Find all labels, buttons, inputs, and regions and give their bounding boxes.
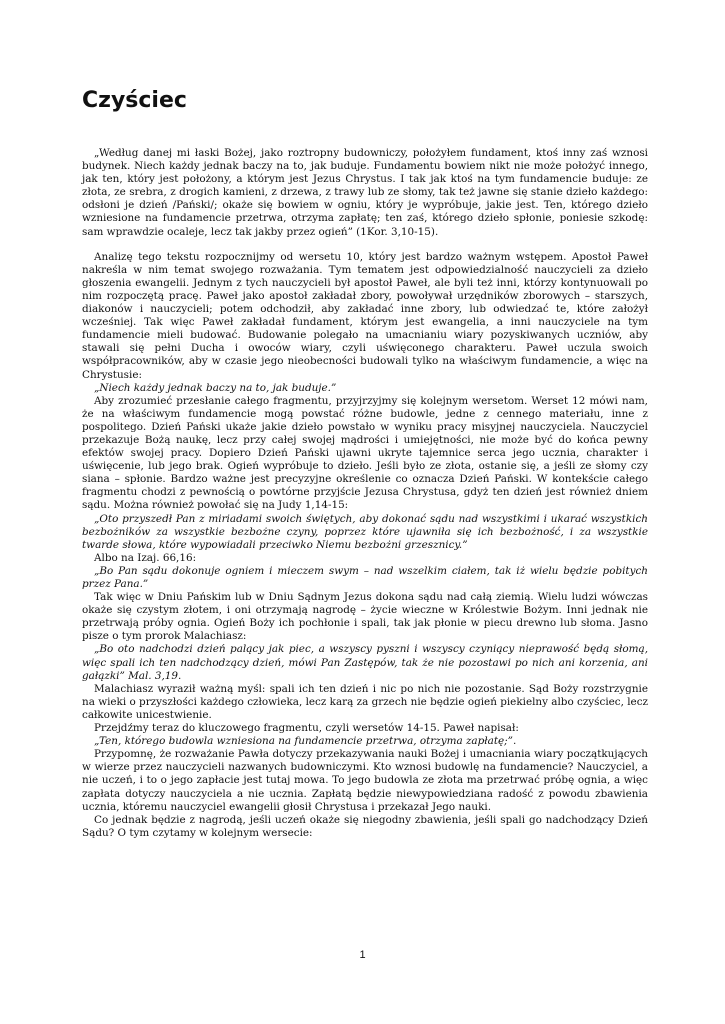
paragraph: Malachiasz wyraził ważną myśl: spali ich ten dzień i nic po nich nie pozostanie. Sąd Boży rozstrzygnie na wieki o przyszłości każdego człowieka, lecz karą za grzech nie będzie ogień piekielny albo czyściec, lecz całkowite unicestwienie. [82, 682, 648, 721]
bible-quote: „Bo oto nadchodzi dzień palący jak piec, a wszyscy pyszni i wszyscy czyniący nieprawość będą słomą, więc spali ich ten nadchodzący dzień, mówi Pan Zastępów, tak że nie pozostawi po nich ani korzenia, ani gałązki” Mal. 3,19. [82, 643, 648, 682]
bible-quote: „Bo Pan sądu dokonuje ogniem i mieczem swym – nad wszelkim ciałem, tak iż wielu będzie pobitych przez Pana.” [82, 564, 648, 590]
page-title: Czyściec [82, 88, 187, 113]
bible-quote: „Oto przyszedł Pan z miriadami swoich świętych, aby dokonać sądu nad wszystkimi i ukarać wszystkich bezbożników za wszystkie bezbożne czyny, poprzez które ujawniła się ich bezbożność, i za wszystkie twarde słowa, które wypowiadali przeciwko Niemu bezbożni grzesznicy.” [82, 512, 648, 551]
paragraph: Aby zrozumieć przesłanie całego fragmentu, przyjrzyjmy się kolejnym wersetom. Werset 12 mówi nam, że na właściwym fundamencie mogą powstać różne budowle, jedne z cennego materiału, inne z pospolitego. Dzień Pański ukaże jakie dzieło powstało w wyniku pracy misyjnej nauczyciela. Nauczyciel przekazuje Bożą naukę, lecz przy całej swojej mądrości i umiejętności, nie może być do końca pewny efektów swojej pracy. Dopiero Dzień Pański ujawni ukryte tajemnice serca jego ucznia, charakter i uświęcenie, lub jego brak. Ogień wypróbuje to dzieło. Jeśli było ze złota, ostanie się, a jeśli ze słomy czy siana – spłonie. Bardzo ważne jest precyzyjne określenie co oznacza Dzień Pański. W kontekście całego fragmentu chodzi z pewnością o powtórne przyjście Jezusa Chrystusa, gdyż ten dzień jest również dniem sądu. Można również powołać się na Judy 1,14-15: [82, 394, 648, 512]
bible-quote: „Ten, którego budowla wzniesiona na fundamencie przetrwa, otrzyma zapłatę;”. [94, 735, 517, 748]
paragraph: Analizę tego tekstu rozpocznijmy od wersetu 10, który jest bardzo ważnym wstępem. Apostoł Paweł nakreśla w nim temat swojego rozważania. Tym tematem jest odpowiedzialność nauczycieli za dzieło głoszenia ewangelii. Jednym z tych nauczycieli był apostoł Paweł, ale byli też inni, którzy kontynuowali po nim rozpoczętą pracę. Paweł jako apostoł zakładał zbory, powoływał urzędników zborowych – starszych, diakonów i nauczycieli; potem odchodził, aby zakładać inne zbory, lub odwiedzać te, które założył wcześniej. Tak więc Paweł zakładał fundament, którym jest ewangelia, a inni nauczyciele na tym fundamencie mieli budować. Budowanie polegało na umacnianiu wiary pozyskiwanych uczniów, aby stawali się pełni Ducha i owoców wiary, czyli uświęconego charakteru. Paweł uczula swoich współpracowników, aby w czasie jego nieobecności budowali tylko na właściwym fundamencie, a więc na Chrystusie: [82, 250, 648, 381]
page-number: 1 [359, 949, 366, 961]
paragraph: Przypomnę, że rozważanie Pawła dotyczy przekazywania nauki Bożej i umacniania wiary początkujących w wierze przez nauczycieli nazwanych budowniczymi. Kto wznosi budowlę na fundamencie? Nauczyciel, a nie uczeń, i to o jego zapłacie jest tutaj mowa. To jego budowla ze złota ma przetrwać próbę ognia, a więc zapłata dotyczy nauczyciela a nie ucznia. Zapłatą będzie niewypowiedziana radość z powodu zbawienia ucznia, któremu nauczyciel ewangelii głosił Chrystusa i przekazał Jego nauki. [82, 748, 648, 813]
opening-quote: „Według danej mi łaski Bożej, jako roztropny budowniczy, położyłem fundament, ktoś inny zaś wznosi budynek. Niech każdy jednak baczy na to, jak buduje. Fundamentu bowiem nikt nie może położyć innego, jak ten, który jest położony, a którym jest Jezus Chrystus. I tak jak ktoś na tym fundamencie buduje: ze złota, ze srebra, z drogich kamieni, z drzewa, z trawy lub ze słomy, tak też jawne się stanie dzieło każdego: odsłoni je dzień /Pański/; okaże się bowiem w ogniu, który je wypróbuje, jakie jest. Ten, którego dzieło wzniesione na fundamencie przetrwa, otrzyma zapłatę; ten zaś, którego dzieło spłonie, poniesie szkodę: sam wprawdzie ocaleje, lecz tak jakby przez ogień” (1Kor. 3,10-15). [82, 147, 648, 238]
document-page [82, 88, 648, 840]
paragraph: Przejdźmy teraz do kluczowego fragmentu, czyli wersetów 14-15. Paweł napisał: [94, 722, 519, 735]
paragraph: Tak więc w Dniu Pańskim lub w Dniu Sądnym Jezus dokona sądu nad całą ziemią. Wielu ludzi wówczas okaże się czystym złotem, i oni otrzymają nagrodę – życie wieczne w Królestwie Bożym. Inni jednak nie przetrwają próby ognia. Ogień Boży ich pochłonie i spali, tak jak płonie w piecu drewno lub słoma. Jasno pisze o tym prorok Malachiasz: [82, 591, 648, 643]
paragraph: Co jednak będzie z nagrodą, jeśli uczeń okaże się niegodny zbawienia, jeśli spali go nadchodzący Dzień Sądu? O tym czytamy w kolejnym wersecie: [82, 813, 648, 839]
paragraph: Albo na Izaj. 66,16: [94, 551, 197, 564]
bible-quote: „Niech każdy jednak baczy na to, jak buduje.” [94, 381, 337, 394]
